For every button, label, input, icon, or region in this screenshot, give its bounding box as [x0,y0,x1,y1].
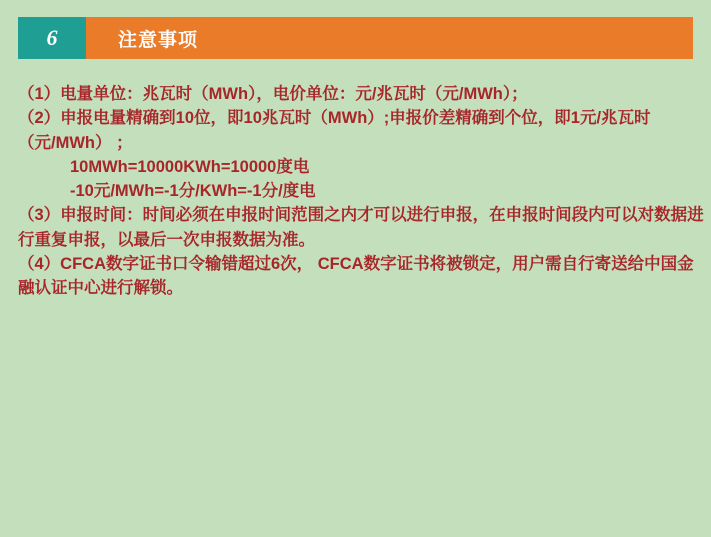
body-line-6: （4）CFCA数字证书口令输错超过6次， CFCA数字证书将被锁定，用户需自行寄送给中国金融认证中心进行解锁。 [18,254,694,297]
slide-number-badge: 6 [18,17,86,59]
slide-header [18,17,693,59]
page-title: 注意事项 [118,29,199,51]
body-line-5: （3）申报时间：时间必须在申报时间范围之内才可以进行申报，在申报时间段内可以对数据进行重复申报，以最后一次申报数据为准。 [18,206,704,249]
body-line-2: （2）申报电量精确到10位，即10兆瓦时（MWh）;申报价差精确到个位，即1元/兆瓦时（元/MWh） ； [18,109,651,152]
slide-title-bar [86,17,693,59]
body-line-1: （1）电量单位：兆瓦时（MWh），电价单位：元/兆瓦时（元/MWh）； [18,85,528,103]
body-line-3: 10MWh=10000KWh=10000度电 [70,157,310,176]
slide-body [18,82,704,300]
body-line-4: -10元/MWh=-1分/KWh=-1分/度电 [70,182,316,200]
